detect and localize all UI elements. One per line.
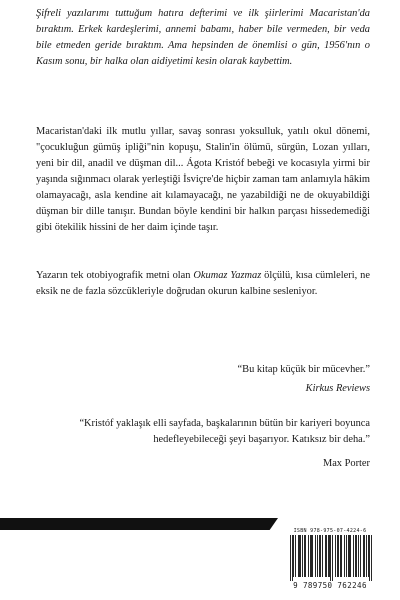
barcode-bar — [302, 535, 303, 577]
barcode-bar — [305, 535, 306, 577]
barcode-bar — [355, 535, 356, 577]
barcode-bar — [353, 535, 354, 577]
barcode-bar — [292, 535, 293, 581]
barcode-bar — [337, 535, 338, 577]
barcode-bar — [310, 535, 311, 577]
barcode-bar — [326, 535, 327, 577]
barcode-bar — [363, 535, 364, 577]
barcode-bar — [348, 535, 349, 577]
barcode-bar — [330, 535, 331, 581]
barcode-bar — [325, 535, 326, 577]
barcode-bar — [332, 535, 333, 581]
barcode-bar — [304, 535, 305, 577]
barcode-bar — [329, 535, 330, 577]
barcode-bar — [317, 535, 318, 577]
barcode-bar — [338, 535, 339, 577]
book-title: Okumaz Yazmaz — [193, 270, 262, 281]
barcode-bar — [311, 535, 312, 577]
barcode-bar — [312, 535, 313, 577]
barcode-bar — [293, 535, 294, 577]
barcode-bar — [358, 535, 359, 577]
isbn-label: ISBN 978-975-07-4224-6 — [293, 528, 367, 534]
barcode-bars — [290, 535, 372, 581]
barcode-bar — [300, 535, 301, 577]
barcode-bar — [356, 535, 357, 577]
barcode-bar — [328, 535, 329, 577]
barcode-bar — [308, 535, 309, 577]
review-quote-porter: “Kristóf yaklaşık elli sayfada, başkalarının bütün bir kariyeri boyunca hedefleyebileceği şeyi başarıyor. Katıksız bir deha.” — [79, 418, 370, 445]
barcode-bar — [340, 535, 341, 577]
barcode-bar — [344, 535, 345, 577]
barcode-bar — [350, 535, 351, 577]
barcode-bar — [322, 535, 323, 577]
isbn-barcode — [284, 528, 376, 590]
barcode-bar — [368, 535, 369, 577]
review-quote-kirkus: “Bu kitap küçük bir mücevher.” — [237, 364, 370, 375]
barcode-bar — [364, 535, 365, 577]
barcode-bar — [346, 535, 347, 577]
barcode-bar — [290, 535, 291, 581]
barcode-bar — [295, 535, 296, 577]
barcode-bar — [315, 535, 316, 577]
barcode-bar — [369, 535, 370, 581]
barcode-bar — [299, 535, 300, 577]
barcode-bar — [349, 535, 350, 577]
summary-rest: ölçülü, kısa cümleleri, ne eksik ne de fazla sözcükleriyle doğrudan okurun kalbine sesleniyor. — [36, 270, 370, 297]
barcode-bar — [371, 535, 372, 581]
barcode-bar — [319, 535, 320, 577]
summary-lead: Yazarın tek otobiyografik metni olan — [36, 270, 194, 281]
barcode-digits: 9 789750 762246 — [293, 581, 367, 590]
review-source-porter: Max Porter — [322, 458, 370, 469]
description-paragraph: Macaristan'daki ilk mutlu yıllar, savaş sonrası yoksulluk, yatılı okul dönemi, "çocukluğun gümüş ipliği"nin kopuşu, Stalin'in ölümü, sürgün, Lozan yılları, yeni bir dil, anadil ve düşman dil... Ágota Kristóf bebeği ve kocasıyla yirmi bir yaşında sığınmacı olarak yerleştiği İsviçre'de hiçbir zaman tam anlamıyla hâkim olamayacağı, asla kendine ait kılamayacağı, ne yazabildiği ne de okuyabildiği düşman bir dille tanışır. Bundan böyle kendini bir halkın parçası hissedemediği gibi ötekilik hissini de her daim içinde taşır. — [36, 126, 370, 233]
decorative-black-band — [0, 518, 278, 530]
review-source-kirkus: Kirkus Reviews — [305, 383, 370, 394]
barcode-bar — [335, 535, 336, 577]
barcode-bar — [341, 535, 342, 577]
barcode-bar — [320, 535, 321, 577]
barcode-bar — [298, 535, 299, 577]
barcode-bar — [366, 535, 367, 577]
intro-excerpt: Şifreli yazılarımı tuttuğum hatıra defterimi ve ilk şiirlerimi Macaristan'da bıraktım. Erkek kardeşlerimi, annemi babamı, haber bile vermeden, bir veda bile etmeden geride bıraktım. Ama hepsinden de önemlisi o gün, 1956'nın o Kasım sonu, bir halka olan aidiyetimi kesin olarak kaybettim. — [36, 8, 370, 67]
barcode-bar — [360, 535, 361, 577]
summary-paragraph — [36, 268, 370, 300]
